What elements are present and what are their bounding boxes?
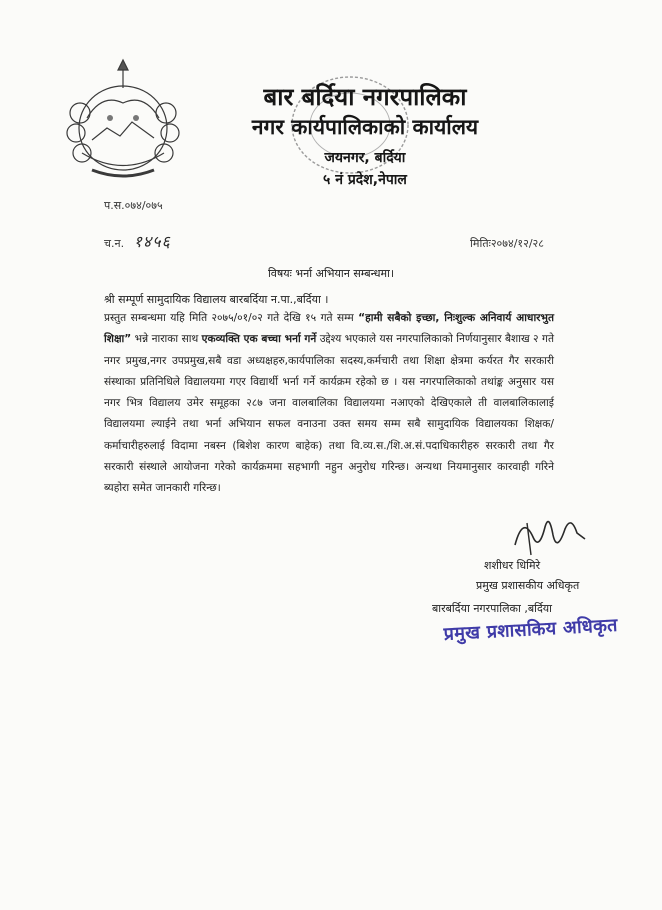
signature-icon: [505, 505, 595, 565]
dispatch-reference: [104, 230, 171, 252]
municipality-title: बार बर्दिया नगरपालिका: [263, 83, 467, 111]
letter-body: [104, 308, 554, 500]
office-title: नगर कार्यपालिकाको कार्यालय: [251, 115, 479, 139]
dispatch-number: १४५६: [133, 232, 171, 251]
body-details: उद्देश्य भएकाले यस नगरपालिकाको निर्णयानुसार बैशाख २ गते नगर प्रमुख,नगर उपप्रमुख,सबै वडा अध्यक्षहरु,कार्यपालिका सदस्य,कर्मचारी तथा शिक्षा क्षेत्रमा कर्यरत गैर सरकारी संस्थाका प्रतिनिधिले विद्यालयमा गएर विद्यार्थी भर्ना गर्ने कार्यक्रम रहेको छ । यस नगरपालिकाको तथांङ्क अनुसार यस नगर भित्र विद्यालय उमेर समूहका २८७ जना वालबालिका विद्यालयमा नआएको देखिएकाले ती वालबालिकालाई विद्यालयमा ल्याईने तथा भर्ना अभियान सफल वनाउना उक्त समय सम्म सबै सामुदायिक विद्यालयका शिक्षक/कर्माचारीहरुलाई विदामा नबस्न (बिशेश कारण बाहेक) तथा वि.व्य.स./शि.अ.सं.पदाधिकारीहरु सरकारी तथा गैर सरकारी संस्थाले आयोजना गरेको कार्यक्रममा सहभागी नहुन अनुरोध गरिन्छ। अन्यथा नियमानुसार कारवाही गरिने ब्यहोरा समेत जानकारी गरिन्छ।: [104, 333, 554, 495]
body-connector: भन्ने नाराका साथ: [131, 333, 202, 346]
campaign-slogan: “हामी सबैको इच्छा, निःशुल्क अनिवार्य आधारभुत शिक्षा”: [104, 312, 555, 346]
province-line: ५ नं प्रदेश,नेपाल: [323, 172, 407, 188]
letter-date: मितिः२०७४/१२/२८: [470, 237, 544, 250]
letter-subject: विषयः भर्ना अभियान सम्बन्धमा।: [267, 267, 395, 280]
signatory-name: शशीधर धिमिरे: [484, 559, 541, 572]
designation-stamp: प्रमुख प्रशासकिय अधिकृत: [443, 614, 619, 645]
office-location: जयनगर, बर्दिया: [324, 150, 406, 166]
dispatch-label: च.न.: [104, 237, 125, 250]
signatory-designation: प्रमुख प्रशासकीय अधिकृत: [476, 579, 580, 592]
fiscal-year-reference: प.स.०७४/०७५: [104, 199, 163, 212]
body-intro: प्रस्तुत सम्बन्धमा यहि मिति २०७५/०१/०२ गते देखि १५ गते सम्म: [104, 312, 359, 324]
nepal-emblem-icon: [62, 58, 184, 183]
letter-addressee: श्री सम्पूर्ण सामुदायिक विद्यालय बारबर्दिया न.पा.,बर्दिया ।: [104, 293, 329, 306]
signatory-office: बारबर्दिया नगरपालिका ,बर्दिया: [432, 602, 553, 615]
campaign-goal: एकव्यक्ति एक बच्चा भर्ना गर्ने: [201, 333, 317, 346]
